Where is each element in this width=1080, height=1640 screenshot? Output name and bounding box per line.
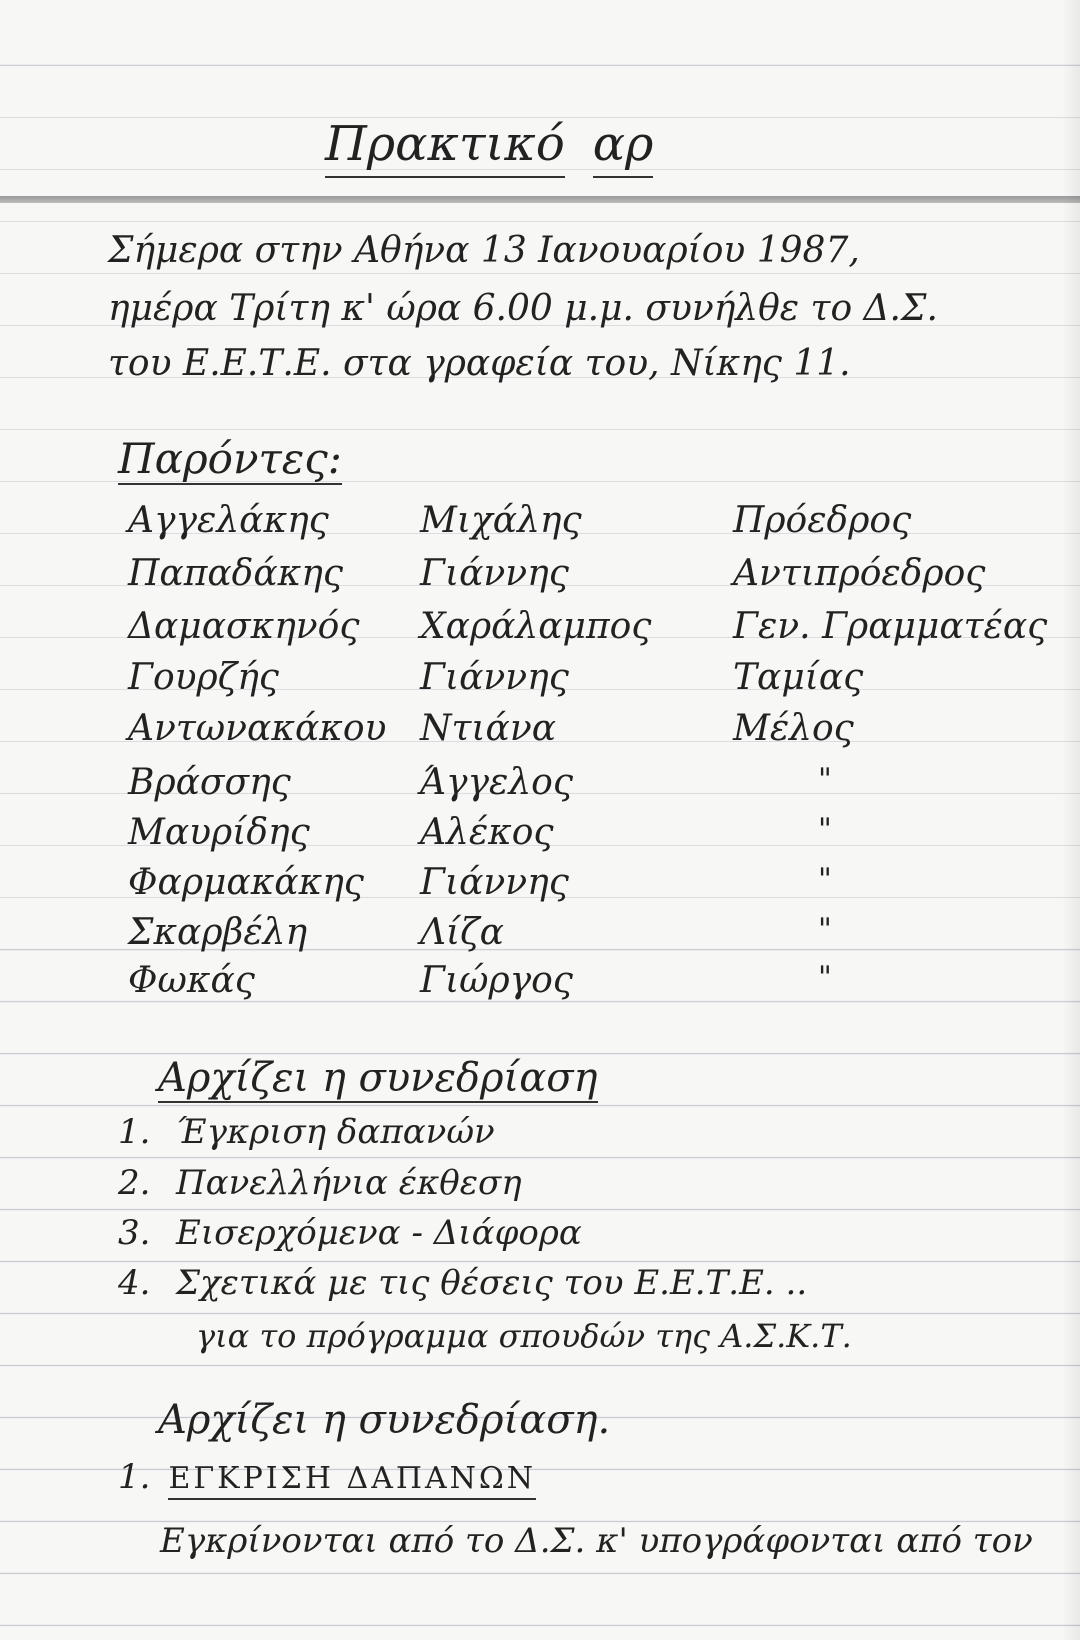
present-heading-text: Παρόντες: bbox=[118, 434, 342, 483]
attendee-first-name: Χαράλαμπος bbox=[420, 606, 652, 647]
section-body-line: Εγκρίνονται από το Δ.Σ. κ' υπογράφονται από τον bbox=[160, 1521, 1033, 1561]
attendee-role: Αντιπρόεδρος bbox=[733, 553, 986, 594]
intro-line: Σήμερα στην Αθήνα 13 Ιανουαρίου 1987, bbox=[108, 230, 860, 271]
attendee-first-name: Ντιάνα bbox=[420, 708, 557, 749]
attendee-surname: Βράσσης bbox=[128, 762, 291, 803]
agenda-item-text: Εισερχόμενα - Διάφορα bbox=[176, 1213, 582, 1253]
section-number: 1. bbox=[118, 1457, 151, 1497]
agenda-item bbox=[118, 1112, 495, 1152]
attendee-role: Γεν. Γραμματέας bbox=[733, 606, 1048, 647]
header-rule bbox=[0, 196, 1080, 203]
agenda-item bbox=[118, 1263, 808, 1303]
attendee-surname: Μαυρίδης bbox=[128, 812, 310, 853]
attendee-row bbox=[0, 657, 1080, 707]
attendee-first-name: Γιάννης bbox=[420, 553, 569, 594]
agenda-heading-text: Αρχίζει η συνεδρίαση bbox=[158, 1055, 598, 1101]
attendee-surname: Γουρζής bbox=[128, 657, 279, 698]
attendee-first-name: Μιχάλης bbox=[420, 500, 582, 541]
attendee-row bbox=[0, 553, 1080, 603]
agenda-item-continuation: για το πρόγραμμα σπουδών της Α.Σ.Κ.Τ. bbox=[196, 1317, 852, 1355]
ditto-mark: " bbox=[818, 812, 832, 847]
agenda-item-number: 4. bbox=[118, 1263, 151, 1303]
agenda-item-text: Πανελλήνια έκθεση bbox=[176, 1163, 522, 1203]
agenda-item-text: Έγκριση δαπανών bbox=[176, 1112, 495, 1152]
attendee-first-name: Άγγελος bbox=[420, 762, 573, 803]
attendee-row bbox=[0, 862, 1080, 912]
attendee-surname: Σκαρβέλη bbox=[128, 912, 308, 953]
attendee-surname: Παπαδάκης bbox=[128, 553, 343, 594]
attendee-row bbox=[0, 708, 1080, 758]
attendee-row bbox=[0, 812, 1080, 862]
agenda-heading bbox=[158, 1055, 598, 1101]
attendee-row bbox=[0, 912, 1080, 962]
title-text: Πρακτικό bbox=[325, 116, 565, 178]
section-title bbox=[118, 1457, 537, 1497]
agenda-item-number: 3. bbox=[118, 1213, 151, 1253]
ditto-mark: " bbox=[818, 960, 832, 995]
attendee-row bbox=[0, 500, 1080, 550]
ditto-mark: " bbox=[818, 762, 832, 797]
attendee-role: Μέλος bbox=[733, 708, 854, 749]
present-heading bbox=[118, 434, 342, 483]
agenda-item bbox=[118, 1213, 582, 1253]
attendee-row bbox=[0, 606, 1080, 656]
attendee-first-name: Γιώργος bbox=[420, 960, 573, 1001]
attendee-role: Ταμίας bbox=[733, 657, 864, 698]
intro-line: του Ε.Ε.Τ.Ε. στα γραφεία του, Νίκης 11. bbox=[108, 343, 851, 384]
attendee-surname: Φωκάς bbox=[128, 960, 255, 1001]
attendee-first-name: Λίζα bbox=[420, 912, 504, 953]
agenda-item bbox=[118, 1163, 522, 1203]
attendee-surname: Δαμασκηνός bbox=[128, 606, 360, 647]
attendee-surname: Αντωνακάκου bbox=[128, 708, 387, 749]
ditto-mark: " bbox=[818, 862, 832, 897]
title-number-label: αρ bbox=[593, 116, 654, 178]
agenda-item-number: 1. bbox=[118, 1112, 151, 1152]
attendee-surname: Φαρμακάκης bbox=[128, 862, 364, 903]
attendee-first-name: Αλέκος bbox=[420, 812, 554, 853]
agenda-item-number: 2. bbox=[118, 1163, 151, 1203]
attendee-first-name: Γιάννης bbox=[420, 657, 569, 698]
page-title bbox=[325, 116, 654, 172]
section-title-text: ΕΓΚΡΙΣΗ ΔΑΠΑΝΩΝ bbox=[168, 1461, 536, 1500]
ditto-mark: " bbox=[818, 912, 832, 947]
attendee-role: Πρόεδρος bbox=[733, 500, 912, 541]
agenda-item-text: Σχετικά με τις θέσεις του Ε.Ε.Τ.Ε. .. bbox=[176, 1263, 808, 1303]
attendee-first-name: Γιάννης bbox=[420, 862, 569, 903]
intro-line: ημέρα Τρίτη κ' ώρα 6.00 μ.μ. συνήλθε το Δ.Σ. bbox=[108, 288, 938, 329]
attendee-surname: Αγγελάκης bbox=[128, 500, 329, 541]
attendee-row bbox=[0, 762, 1080, 812]
session-start: Αρχίζει η συνεδρίαση. bbox=[158, 1397, 611, 1443]
attendee-row bbox=[0, 960, 1080, 1010]
